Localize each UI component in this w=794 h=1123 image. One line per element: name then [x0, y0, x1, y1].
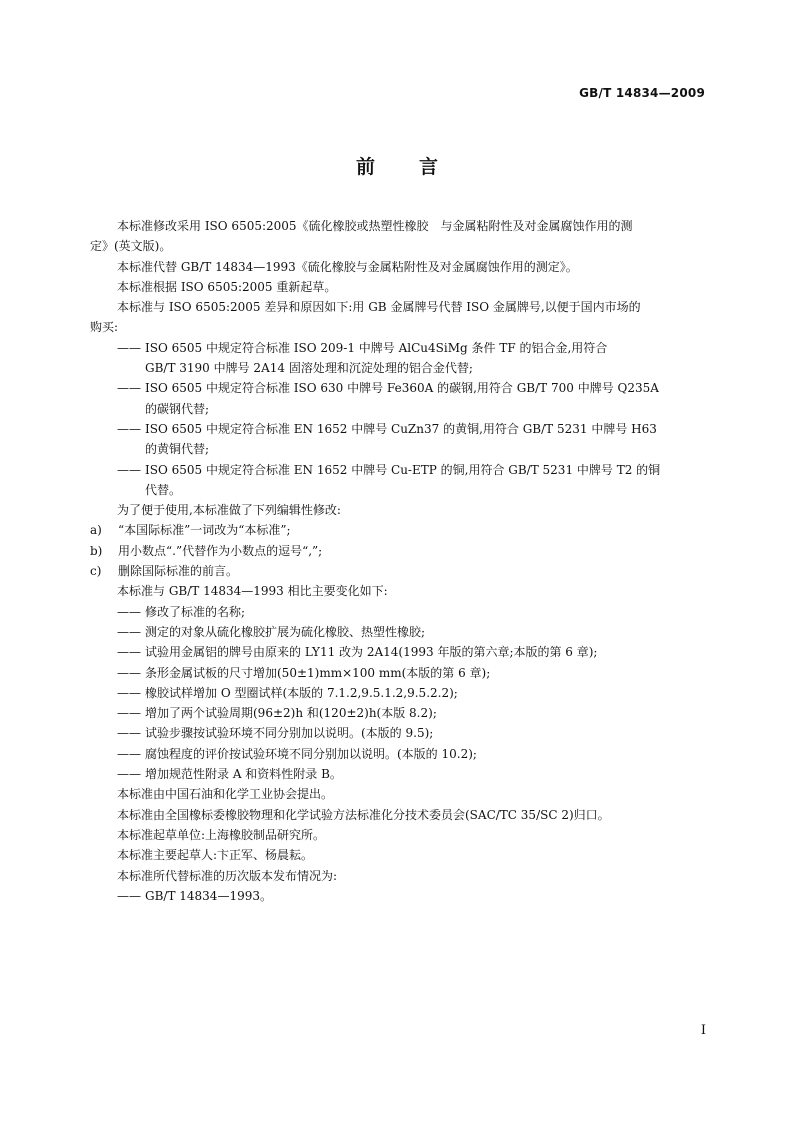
dash-mark: —— [117, 767, 141, 782]
change-text: 腐蚀程度的评价按试验环境不同分别加以说明。(本版的 10.2); [145, 746, 477, 761]
dash-mark: —— [117, 645, 141, 660]
paragraph-replaces: 本标准代替 GB/T 14834—1993《硫化橡胶与金属粘附性及对金属腐蚀作用的测定》。 [117, 259, 578, 274]
difference-line2: 的黄铜代替; [145, 442, 210, 457]
paragraph-proposer: 本标准由中国石油和化学工业协会提出。 [117, 787, 334, 802]
dash-mark: —— [117, 665, 141, 680]
history-text: GB/T 14834—1993。 [145, 888, 272, 903]
history-item [117, 886, 707, 906]
dash-mark: —— [117, 685, 141, 700]
dash-mark: —— [117, 706, 141, 721]
edit-text: 删除国际标准的前言。 [118, 564, 239, 579]
enum-mark: c) [90, 564, 102, 579]
change-text: 试验步骤按试验环境不同分别加以说明。(本版的 9.5); [145, 726, 434, 741]
change-text: 测定的对象从硫化橡胶扩展为硫化橡胶、热塑性橡胶; [145, 624, 426, 639]
difference-line1: ISO 6505 中规定符合标准 ISO 209-1 中牌号 AlCu4SiMg 条件 TF 的铝合金,用符合 [145, 340, 608, 355]
difference-item [117, 338, 707, 379]
change-item [117, 703, 707, 723]
change-text: 修改了标准的名称; [145, 604, 246, 619]
paragraph-changes-intro: 本标准与 GB/T 14834—1993 相比主要变化如下: [117, 584, 388, 599]
dash-mark: —— [117, 421, 141, 436]
change-text: 试验用金属铝的牌号由原来的 LY11 改为 2A14(1993 年版的第六章;本版的第 6 章); [145, 645, 598, 660]
dash-mark: —— [117, 462, 141, 477]
difference-line1: ISO 6505 中规定符合标准 EN 1652 中牌号 CuZn37 的黄铜,用符合 GB/T 5231 中牌号 H63 [145, 421, 657, 436]
difference-line1: ISO 6505 中规定符合标准 ISO 630 中牌号 Fe360A 的碳钢,用符合 GB/T 700 中牌号 Q235A [145, 381, 659, 396]
enum-mark: b) [90, 543, 103, 558]
paragraph-edits-intro: 为了便于使用,本标准做了下列编辑性修改: [117, 503, 341, 518]
change-text: 橡胶试样增加 O 型圈试样(本版的 7.1.2,9.5.1.2,9.5.2.2); [145, 685, 458, 700]
paragraph-drafters: 本标准主要起草人:卞正军、杨晨耘。 [117, 848, 314, 863]
paragraph-redrafted: 本标准根据 ISO 6505:2005 重新起草。 [117, 279, 337, 294]
difference-line2: 的碳钢代替; [145, 401, 210, 416]
paragraph-history-intro: 本标准所代替标准的历次版本发布情况为: [117, 868, 338, 883]
difference-item [117, 460, 707, 501]
dash-mark: —— [117, 624, 141, 639]
page-title: 前言 [355, 156, 482, 178]
change-text: 条形金属试板的尺寸增加(50±1)mm×100 mm(本版的第 6 章); [145, 665, 491, 680]
dash-mark: —— [117, 746, 141, 761]
difference-line1: ISO 6505 中规定符合标准 EN 1652 中牌号 Cu-ETP 的铜,用符合 GB/T 5231 中牌号 T2 的铜 [145, 462, 661, 477]
change-text: 增加了两个试验周期(96±2)h 和(120±2)h(本版 8.2); [145, 706, 437, 721]
change-item [117, 723, 707, 743]
difference-item [117, 419, 707, 460]
change-item [117, 663, 707, 683]
difference-line2: 代替。 [145, 482, 182, 497]
change-item [117, 602, 707, 622]
difference-line2: GB/T 3190 中牌号 2A14 固溶处理和沉淀处理的铝合金代替; [145, 361, 473, 376]
page-number: I [700, 1023, 706, 1038]
paragraph-differences-line2: 购买: [90, 320, 119, 335]
edit-item [90, 520, 707, 540]
enum-mark: a) [90, 523, 102, 538]
dash-mark: —— [117, 726, 141, 741]
edit-text: “本国际标准”一词改为“本标准”; [118, 523, 291, 538]
change-item [117, 683, 707, 703]
paragraph-differences-line1: 本标准与 ISO 6505:2005 差异和原因如下:用 GB 金属牌号代替 ISO 金属牌号,以便于国内市场的 [117, 300, 641, 315]
standard-code-header: GB/T 14834—2009 [579, 86, 705, 100]
difference-item [117, 378, 707, 419]
paragraph-committee: 本标准由全国橡标委橡胶物理和化学试验方法标准化分技术委员会(SAC/TC 35/SC 2)归口。 [117, 807, 610, 822]
edit-item [90, 561, 707, 581]
paragraph-drafting-unit: 本标准起草单位:上海橡胶制品研究所。 [117, 827, 326, 842]
edit-item [90, 541, 707, 561]
edit-text: 用小数点“.”代替作为小数点的逗号“,”; [118, 543, 323, 558]
dash-mark: —— [117, 340, 141, 355]
paragraph-adoption-line2: 定》(英文版)。 [90, 239, 172, 254]
foreword-body [90, 216, 707, 906]
change-item [117, 642, 707, 662]
paragraph-adoption-line1: 本标准修改采用 ISO 6505:2005《硫化橡胶或热塑性橡胶 与金属粘附性及对金属腐蚀作用的测 [117, 219, 633, 233]
change-item [117, 764, 707, 784]
dash-mark: —— [117, 381, 141, 396]
dash-mark: —— [117, 604, 141, 619]
change-text: 增加规范性附录 A 和资料性附录 B。 [145, 767, 342, 782]
change-item [117, 622, 707, 642]
dash-mark: —— [117, 888, 141, 903]
change-item [117, 744, 707, 764]
